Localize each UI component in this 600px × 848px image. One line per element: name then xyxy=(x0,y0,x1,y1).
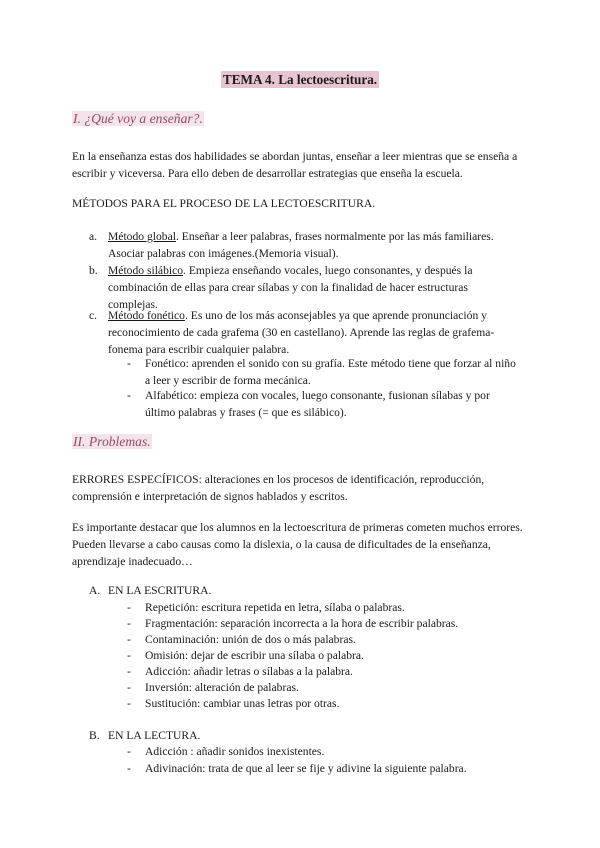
dash-marker: - xyxy=(127,633,131,646)
writing-error-item: - Omisión: dejar de escribir una sílaba o palabra. xyxy=(127,649,364,662)
list-marker: B. xyxy=(89,729,100,742)
writing-error-item: - Fragmentación: separación incorrecta a la hora de escribir palabras. xyxy=(127,617,459,630)
method-name: Método global xyxy=(108,230,176,243)
method-description: . Es uno de los más aconsejables ya que aprende pronunciación y reconocimiento de cada grafema (30 en castellano). Aprende las reglas de grafema-fonema para escribir cualquier palabra. xyxy=(108,309,495,356)
writing-error-item: - Repetición: escritura repetida en letra, sílaba o palabras. xyxy=(127,601,405,614)
method-name: Método fonético xyxy=(108,309,185,322)
sub-method-text: Alfabético: empieza con vocales, luego consonante, fusionan sílabas y por último palabras y frases (= que es silábico). xyxy=(145,389,490,419)
list-item-escritura xyxy=(89,582,518,599)
list-marker: b. xyxy=(89,264,98,277)
section-heading-problemas: II. Problemas. xyxy=(73,434,151,449)
list-item-metodo-fonetico xyxy=(89,307,518,358)
dash-marker: - xyxy=(127,762,131,775)
list-item-metodo-silabico xyxy=(89,262,518,313)
document-title: TEMA 4. La lectoescritura. xyxy=(222,72,378,87)
methods-title: MÉTODOS PARA EL PROCESO DE LA LECTOESCRITURA. xyxy=(72,197,376,210)
dash-marker: - xyxy=(127,617,131,630)
section-heading-que-ensenar: I. ¿Qué voy a enseñar?. xyxy=(73,111,203,126)
dash-marker: - xyxy=(127,357,131,370)
dash-marker: - xyxy=(127,649,131,662)
list-marker: c. xyxy=(89,309,98,322)
writing-error-item: - Inversión: alteración de palabras. xyxy=(127,681,299,694)
dash-marker: - xyxy=(127,389,131,402)
dash-marker: - xyxy=(127,697,131,710)
list-marker: a. xyxy=(89,230,98,243)
dash-marker: - xyxy=(127,745,131,758)
note-paragraph: Es importante destacar que los alumnos en la lectoescritura de primeras cometen muchos errores. Pueden llevarse a cabo causas como la dislexia, o la causa de dificultades de la enseñanza, aprendizaje inadecuado… xyxy=(72,521,523,568)
method-description: . Enseñar a leer palabras, frases normalmente por las más familiares. Asociar palabras con imágenes.(Memoria visual). xyxy=(108,230,494,260)
list-title: EN LA ESCRITURA. xyxy=(108,584,212,597)
writing-error-item: - Contaminación: unión de dos o más palabras. xyxy=(127,633,356,646)
writing-error-item: - Sustitución: cambiar unas letras por otras. xyxy=(127,697,340,710)
list-marker: A. xyxy=(89,584,101,597)
writing-error-item: - Adicción: añadir letras o sílabas a la palabra. xyxy=(127,665,353,678)
list-title: EN LA LECTURA. xyxy=(108,729,201,742)
errors-paragraph: ERRORES ESPECÍFICOS: alteraciones en los procesos de identificación, reproducción, comprensión e interpretación de signos hablados y escritos. xyxy=(72,473,485,503)
sub-list-item-fonetico xyxy=(127,355,517,389)
dash-marker: - xyxy=(127,665,131,678)
reading-error-item: - Adicción : añadir sonidos inexistentes. xyxy=(127,745,325,758)
method-name: Método silábico xyxy=(108,264,184,277)
sub-method-text: Fonético: aprenden el sonido con su grafía. Este método tiene que forzar al niño a leer y escribir de forma mecánica. xyxy=(145,357,516,387)
intro-paragraph: En la enseñanza estas dos habilidades se abordan juntas, enseñar a leer mientras que se enseña a escribir y viceversa. Para ello deben de desarrollar estrategias que enseña la escuela. xyxy=(72,150,518,180)
sub-list-item-alfabetico xyxy=(127,387,517,421)
dash-marker: - xyxy=(127,601,131,614)
list-item-metodo-global xyxy=(89,228,518,262)
dash-marker: - xyxy=(127,681,131,694)
reading-error-item: - Adivinación: trata de que al leer se fije y adivine la siguiente palabra. xyxy=(127,762,467,775)
list-item-lectura xyxy=(89,727,518,744)
method-description: . Empieza enseñando vocales, luego consonantes, y después la combinación de ellas para crear sílabas y con la finalidad de hacer estructuras complejas. xyxy=(108,264,473,311)
